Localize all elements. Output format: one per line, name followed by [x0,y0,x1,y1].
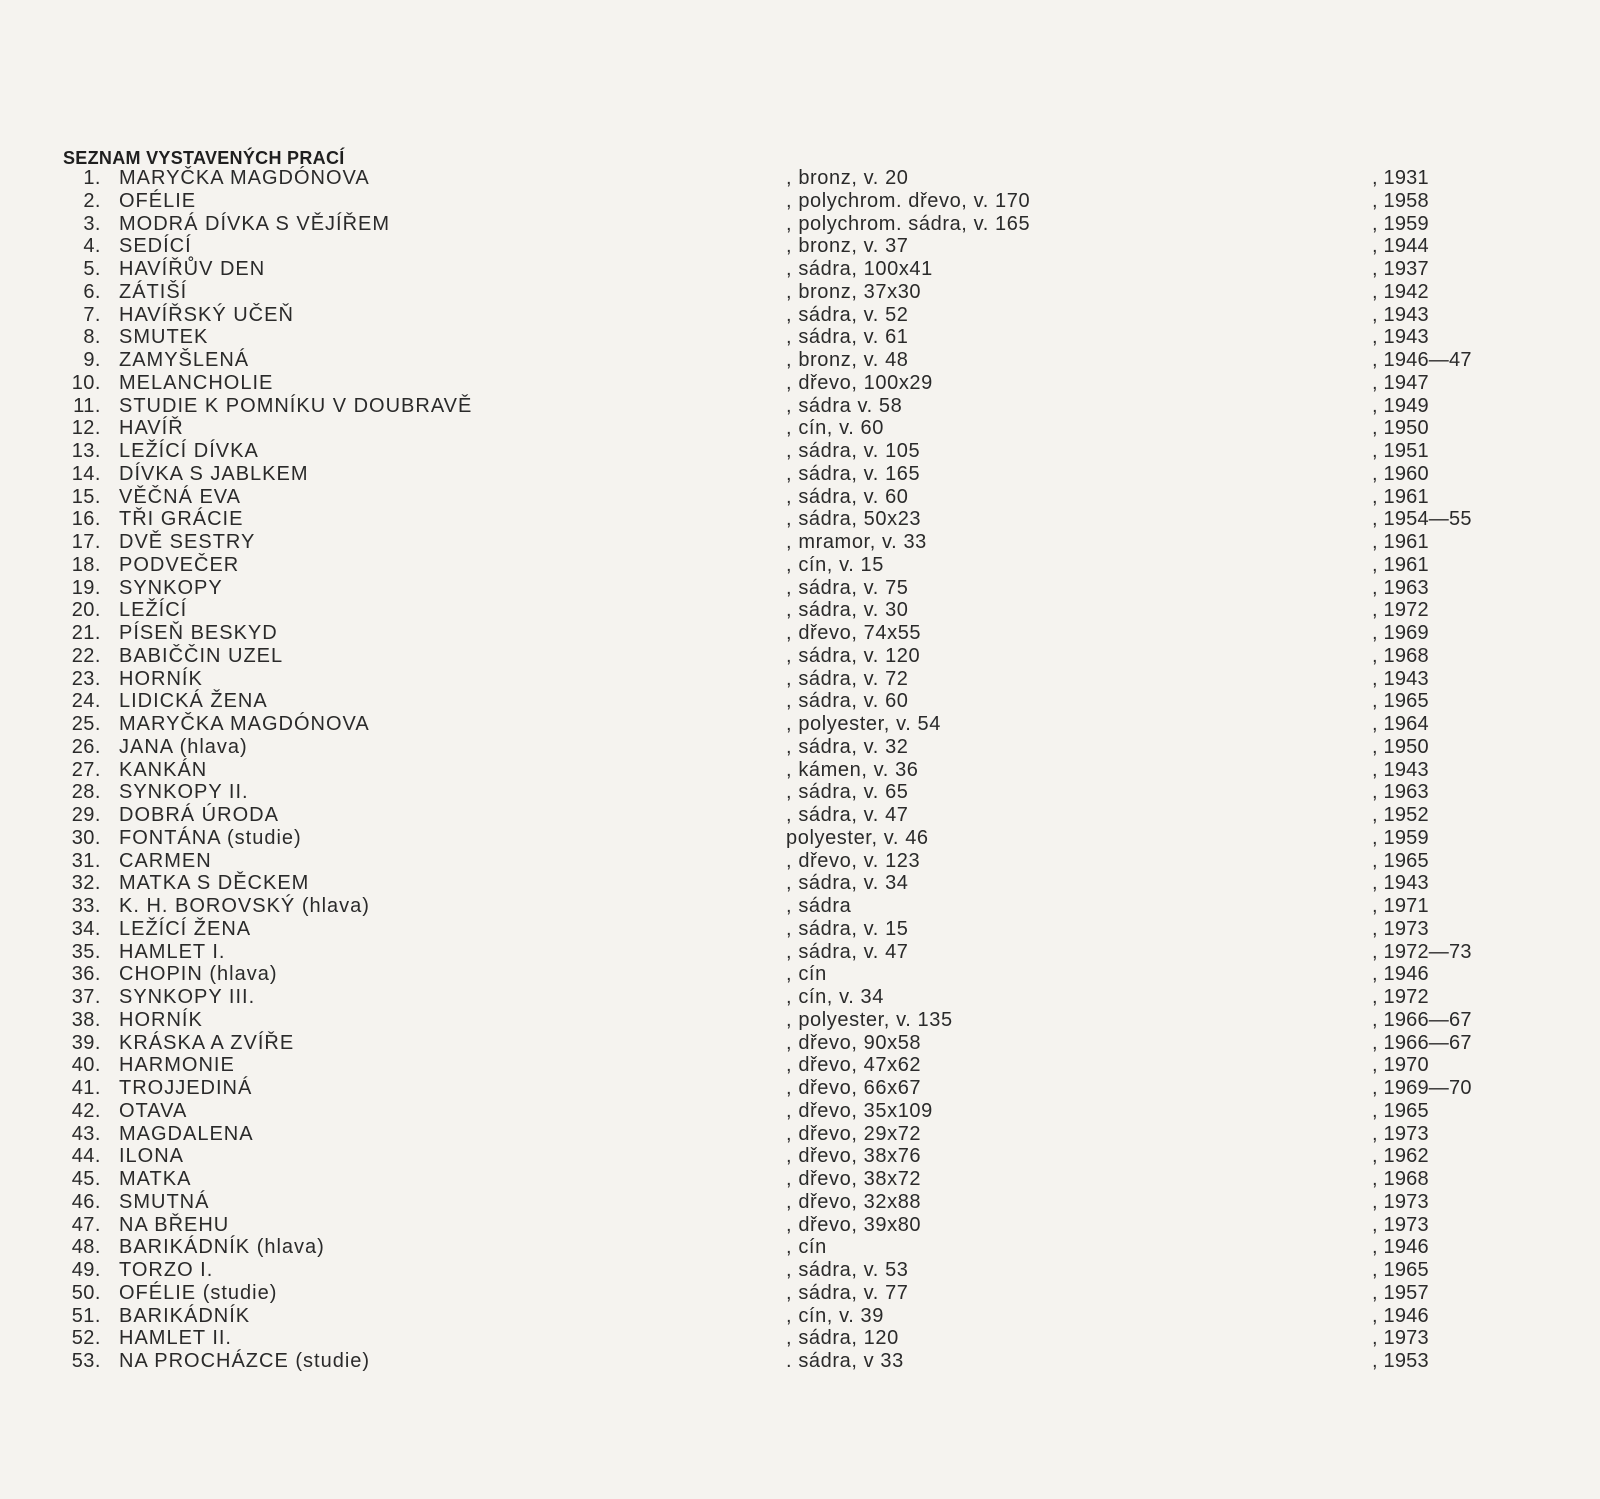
work-number: 44. [71,1145,101,1168]
work-material: , dřevo, 32x88 [786,1190,922,1213]
work-year: , 1957 [1372,1281,1429,1304]
work-number: 11. [73,394,101,417]
work-number: 39. [71,1031,101,1054]
work-number: 24. [71,690,101,713]
work-year: , 1942 [1372,280,1429,303]
work-title: MODRÁ DÍVKA S VĚJÍŘEM [119,212,391,235]
work-title: ZAMYŠLENÁ [119,349,250,371]
work-row [0,463,1600,486]
work-title: HORNÍK [119,1008,203,1031]
work-year: , 1959 [1372,826,1429,849]
work-number: 52. [71,1327,101,1350]
work-number: 37. [71,986,101,1008]
work-material: , sádra, v. 34 [786,872,909,895]
work-row [0,941,1600,964]
work-year: , 1943 [1372,667,1429,690]
work-year: , 1965 [1372,690,1429,713]
work-title: BARIKÁDNÍK (hlava) [119,1236,325,1259]
work-row [0,1032,1600,1055]
work-material: , polyester, v. 135 [786,1008,953,1031]
work-title: SEDÍCÍ [119,235,192,258]
work-title: LIDICKÁ ŽENA [119,690,268,713]
work-number: 8. [83,326,101,349]
work-year: , 1949 [1372,394,1429,417]
work-row [0,1054,1600,1077]
work-row [0,1145,1600,1168]
work-year: , 1937 [1372,258,1429,280]
work-row [0,1009,1600,1032]
work-row [0,1259,1600,1282]
work-year: , 1954—55 [1372,508,1472,531]
work-year: , 1946 [1372,1304,1429,1327]
work-row [0,531,1600,554]
work-year: , 1973 [1372,1327,1429,1350]
work-year: , 1946 [1372,1236,1429,1259]
work-row [0,986,1600,1009]
work-material: , polychrom. dřevo, v. 170 [786,189,1031,212]
work-number: 15. [71,485,101,508]
work-row [0,918,1600,941]
work-number: 32. [71,872,101,895]
work-number: 2. [83,189,101,212]
work-number: 43. [71,1122,101,1145]
work-year: , 1970 [1372,1054,1429,1077]
work-title: VĚČNÁ EVA [119,485,241,508]
work-number: 17. [71,531,101,553]
work-material: , bronz, v. 20 [786,167,909,189]
work-row [0,190,1600,213]
work-year: , 1973 [1372,1213,1429,1236]
work-year: , 1973 [1372,1122,1429,1145]
work-number: 34. [71,917,101,940]
work-title: SYNKOPY [119,576,223,599]
work-title: LEŽÍCÍ DÍVKA [119,440,259,462]
work-number: 20. [71,599,101,622]
work-number: 16. [71,508,101,531]
work-number: 7. [83,303,101,326]
work-row [0,827,1600,850]
work-row [0,645,1600,668]
work-title: KANKÁN [119,758,208,781]
work-row [0,1327,1600,1350]
work-material: , cín [786,963,827,986]
work-title: SMUTNÁ [119,1190,210,1213]
work-material: , cín [786,1236,827,1259]
work-material: , sádra, v. 65 [786,781,909,804]
work-year: , 1951 [1372,440,1429,462]
work-material: , sádra, v. 72 [786,667,909,690]
work-material: , sádra, v. 165 [786,462,921,485]
work-year: , 1971 [1372,895,1429,917]
work-number: 28. [71,781,101,804]
work-number: 50. [71,1281,101,1304]
work-title: K. H. BOROVSKÝ (hlava) [119,895,370,917]
work-number: 12. [71,417,101,440]
work-row [0,736,1600,759]
work-year: , 1959 [1372,212,1429,235]
work-number: 27. [71,758,101,781]
work-year: , 1964 [1372,713,1429,735]
work-year: , 1946 [1372,963,1429,986]
work-material: , sádra, v. 60 [786,485,909,508]
work-title: STUDIE K POMNÍKU V DOUBRAVĚ [119,394,473,417]
work-material: , sádra, v. 61 [786,326,909,349]
work-title: BARIKÁDNÍK [119,1304,251,1327]
work-year: , 1965 [1372,1099,1429,1122]
work-year: , 1965 [1372,849,1429,872]
work-title: LEŽÍCÍ ŽENA [119,917,252,940]
work-title: DÍVKA S JABLKEM [119,462,309,485]
work-number: 46. [71,1190,101,1213]
work-material: , kámen, v. 36 [786,758,919,781]
work-row [0,668,1600,691]
work-year: , 1944 [1372,235,1429,258]
work-year: , 1963 [1372,781,1429,804]
work-title: ZÁTIŠÍ [119,280,188,303]
work-year: , 1961 [1372,485,1429,508]
work-row [0,804,1600,827]
work-title: TROJJEDINÁ [119,1077,253,1099]
work-title: HAVÍŘŮV DEN [119,258,266,280]
work-year: , 1943 [1372,872,1429,895]
work-year: , 1969 [1372,622,1429,644]
work-material: , dřevo, 66x67 [786,1077,922,1099]
work-row [0,690,1600,713]
work-material: , cín, v. 34 [786,986,884,1008]
work-year: , 1973 [1372,917,1429,940]
work-material: polyester, v. 46 [786,826,929,849]
work-row [0,440,1600,463]
work-year: , 1947 [1372,371,1429,394]
work-number: 31. [71,849,101,872]
work-row [0,167,1600,190]
work-year: , 1972—73 [1372,940,1472,963]
work-title: MATKA S DĚCKEM [119,872,310,895]
work-row [0,1100,1600,1123]
work-row [0,963,1600,986]
work-row [0,417,1600,440]
work-row [0,1214,1600,1237]
work-title: JANA (hlava) [119,735,248,758]
work-number: 6. [83,280,101,303]
work-title: HORNÍK [119,667,203,690]
work-number: 38. [71,1008,101,1031]
work-material: , dřevo, 38x72 [786,1168,922,1190]
work-year: , 1946—47 [1372,349,1472,371]
work-number: 49. [71,1259,101,1281]
work-title: MARYČKA MAGDÓNOVA [119,713,370,735]
work-number: 19. [71,576,101,599]
work-number: 23. [71,667,101,690]
work-number: 51. [71,1304,101,1327]
work-year: , 1958 [1372,189,1429,212]
work-year: , 1953 [1372,1350,1429,1372]
work-material: , polyester, v. 54 [786,713,941,735]
work-material: , dřevo, 35x109 [786,1099,933,1122]
work-material: . sádra, v 33 [786,1350,904,1372]
work-row [0,1191,1600,1214]
work-material: , polychrom. sádra, v. 165 [786,212,1031,235]
work-year: , 1972 [1372,599,1429,622]
work-material: , dřevo, 74x55 [786,622,922,644]
work-number: 3. [83,212,101,235]
work-number: 29. [71,804,101,826]
work-number: 45. [71,1168,101,1190]
list-heading: SEZNAM VYSTAVENÝCH PRACÍ [63,148,345,168]
work-row [0,713,1600,736]
work-title: HARMONIE [119,1054,235,1077]
work-material: , sádra, v. 47 [786,804,909,826]
work-title: PÍSEŇ BESKYD [119,622,278,644]
work-material: , dřevo, 90x58 [786,1031,922,1054]
work-row [0,349,1600,372]
work-year: , 1961 [1372,553,1429,576]
work-row [0,395,1600,418]
work-row [0,554,1600,577]
work-material: , dřevo, 38x76 [786,1145,922,1168]
work-number: 33. [71,895,101,917]
work-material: , dřevo, 47x62 [786,1054,922,1077]
work-row [0,1236,1600,1259]
work-number: 18. [71,553,101,576]
work-title: DOBRÁ ÚRODA [119,804,279,826]
work-title: TORZO I. [119,1259,214,1281]
work-material: , sádra, v. 120 [786,644,921,667]
work-material: , dřevo, v. 123 [786,849,921,872]
work-number: 9. [83,349,101,371]
work-material: , sádra v. 58 [786,394,903,417]
work-row [0,304,1600,327]
work-year: , 1943 [1372,303,1429,326]
work-title: DVĚ SESTRY [119,531,256,553]
work-number: 4. [83,235,101,258]
work-title: HAVÍŘSKÝ UČEŇ [119,303,294,326]
work-row [0,326,1600,349]
work-row [0,1282,1600,1305]
work-material: , bronz, 37x30 [786,280,922,303]
work-row [0,213,1600,236]
work-row [0,1305,1600,1328]
work-row [0,895,1600,918]
work-title: MAGDALENA [119,1122,254,1145]
work-number: 14. [71,462,101,485]
work-year: , 1952 [1372,804,1429,826]
work-year: , 1950 [1372,735,1429,758]
work-material: , sádra, v. 32 [786,735,909,758]
work-title: TŘI GRÁCIE [119,508,244,531]
work-title: MARYČKA MAGDÓNOVA [119,167,370,189]
work-year: , 1950 [1372,417,1429,440]
work-number: 13. [71,440,101,462]
work-material: , sádra, v. 77 [786,1281,909,1304]
work-row [0,235,1600,258]
work-title: FONTÁNA (studie) [119,826,302,849]
work-number: 36. [71,963,101,986]
work-year: , 1961 [1372,531,1429,553]
work-year: , 1943 [1372,326,1429,349]
work-title: HAMLET I. [119,940,226,963]
work-title: CHOPIN (hlava) [119,963,278,986]
work-title: BABIČČIN UZEL [119,644,284,667]
work-number: 10. [71,371,101,394]
work-title: SYNKOPY II. [119,781,249,804]
work-number: 42. [71,1099,101,1122]
works-list [0,167,1600,1373]
work-number: 30. [71,826,101,849]
work-year: , 1966—67 [1372,1031,1472,1054]
work-material: , sádra, v. 47 [786,940,909,963]
work-title: NA PROCHÁZCE (studie) [119,1350,371,1372]
work-row [0,850,1600,873]
work-title: OTAVA [119,1099,188,1122]
work-title: SYNKOPY III. [119,986,256,1008]
work-material: , dřevo, 39x80 [786,1213,922,1236]
work-year: , 1960 [1372,462,1429,485]
work-title: MELANCHOLIE [119,371,274,394]
work-row [0,486,1600,509]
work-number: 1. [83,167,101,189]
work-material: , bronz, v. 37 [786,235,909,258]
work-row [0,1123,1600,1146]
work-row [0,599,1600,622]
work-title: KRÁSKA A ZVÍŘE [119,1031,295,1054]
work-row [0,781,1600,804]
work-year: , 1963 [1372,576,1429,599]
work-year: , 1972 [1372,986,1429,1008]
work-title: PODVEČER [119,553,240,576]
work-material: , dřevo, 29x72 [786,1122,922,1145]
work-title: LEŽÍCÍ [119,599,188,622]
work-title: CARMEN [119,849,212,872]
work-material: , sádra, 120 [786,1327,899,1350]
work-number: 47. [71,1213,101,1236]
work-title: MATKA [119,1168,192,1190]
work-title: ILONA [119,1145,185,1168]
work-row [0,577,1600,600]
work-number: 41. [71,1077,101,1099]
work-material: , cín, v. 15 [786,553,884,576]
work-title: NA BŘEHU [119,1213,230,1236]
work-title: SMUTEK [119,326,209,349]
work-material: , dřevo, 100x29 [786,371,933,394]
work-material: , sádra, v. 30 [786,599,909,622]
work-year: , 1968 [1372,1168,1429,1190]
work-number: 26. [71,735,101,758]
work-year: , 1969—70 [1372,1077,1472,1099]
work-material: , sádra, v. 60 [786,690,909,713]
work-year: , 1965 [1372,1259,1429,1281]
work-number: 35. [71,940,101,963]
work-material: , mramor, v. 33 [786,531,927,553]
work-row [0,1168,1600,1191]
work-number: 21. [71,622,101,644]
work-material: , sádra, v. 52 [786,303,909,326]
work-number: 40. [71,1054,101,1077]
work-row [0,759,1600,782]
work-material: , sádra, v. 75 [786,576,909,599]
work-year: , 1962 [1372,1145,1429,1168]
work-number: 5. [83,258,101,280]
work-number: 25. [71,713,101,735]
work-row [0,372,1600,395]
work-number: 53. [71,1350,101,1372]
work-row [0,1077,1600,1100]
work-title: OFÉLIE [119,189,197,212]
work-material: , cín, v. 60 [786,417,884,440]
work-row [0,508,1600,531]
work-row [0,281,1600,304]
work-row [0,1350,1600,1373]
work-title: HAMLET II. [119,1327,232,1350]
work-title: HAVÍŘ [119,417,184,440]
work-year: , 1966—67 [1372,1008,1472,1031]
work-material: , sádra, 50x23 [786,508,922,531]
work-row [0,622,1600,645]
work-year: , 1968 [1372,644,1429,667]
work-year: , 1931 [1372,167,1429,189]
work-material: , sádra, v. 53 [786,1259,909,1281]
work-number: 22. [71,644,101,667]
work-material: , cín, v. 39 [786,1304,884,1327]
work-material: , sádra, v. 105 [786,440,921,462]
work-row [0,872,1600,895]
work-row [0,258,1600,281]
work-material: , sádra [786,895,852,917]
work-title: OFÉLIE (studie) [119,1281,278,1304]
work-number: 48. [71,1236,101,1259]
work-year: , 1973 [1372,1190,1429,1213]
work-material: , sádra, 100x41 [786,258,933,280]
work-material: , sádra, v. 15 [786,917,909,940]
work-material: , bronz, v. 48 [786,349,909,371]
work-year: , 1943 [1372,758,1429,781]
